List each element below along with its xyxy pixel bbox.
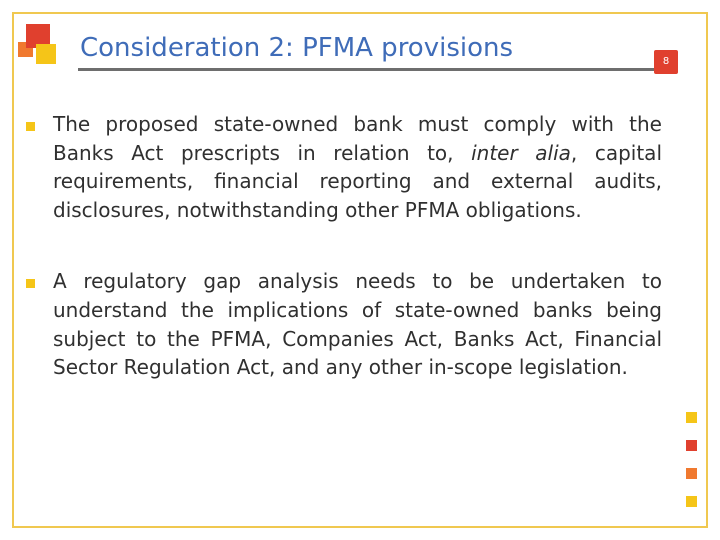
bullet-square-icon	[26, 279, 35, 288]
bullet-text-italic: inter alia	[471, 140, 571, 165]
page-number-badge: 8	[654, 50, 678, 74]
bullet-text-segment: , capital requirements, financial reporting and external audits, disclosures, notwithstanding other PFMA obligations.	[53, 140, 662, 222]
bullet-item	[22, 110, 662, 224]
title-underline	[78, 68, 678, 71]
bullet-item	[22, 267, 662, 381]
bullet-text-segment: A regulatory gap analysis needs to be undertaken to understand the implications of state-owned banks being subject to the PFMA, Companies Act, Banks Act, Financial Sector Regulation Act, and any other in-scope legislation.	[53, 269, 662, 380]
bullet-list	[22, 110, 662, 425]
bullet-text	[53, 110, 662, 224]
bullet-text-segment: The proposed state-owned bank must comply with the Banks Act prescripts in relation to,	[53, 112, 662, 165]
decor-square-yellow	[686, 496, 697, 507]
bullet-square-icon	[26, 122, 35, 131]
slide-title: Consideration 2: PFMA provisions	[80, 33, 514, 63]
decor-square-orange	[686, 468, 697, 479]
decor-square-red	[686, 440, 697, 451]
logo-yellow-square	[36, 44, 56, 64]
bullet-text	[53, 267, 662, 381]
decor-square-yellow	[686, 412, 697, 423]
